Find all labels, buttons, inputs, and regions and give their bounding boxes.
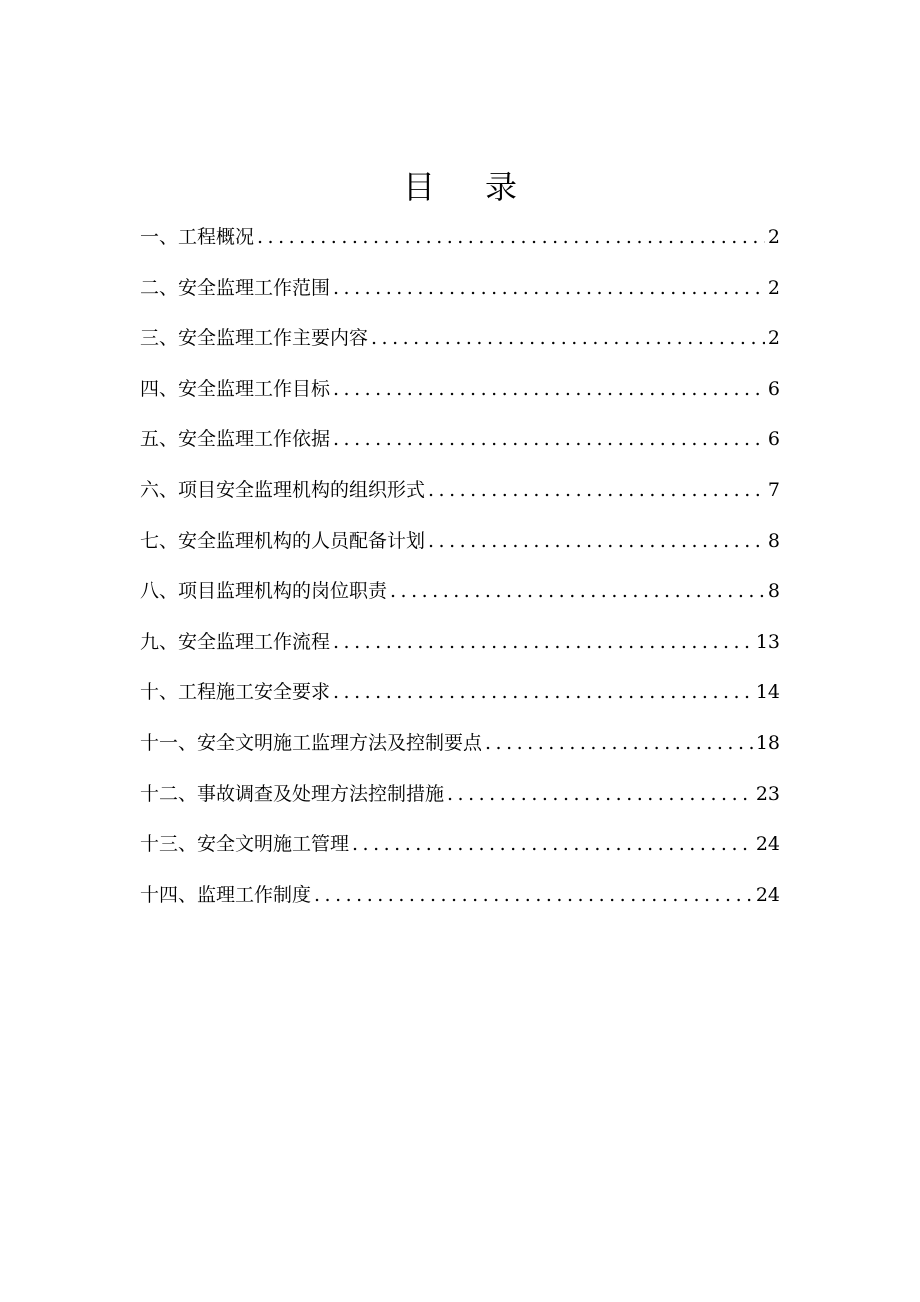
toc-entry-label: 九、安全监理工作流程 bbox=[140, 630, 331, 653]
toc-entry-page: 2 bbox=[767, 226, 780, 248]
toc-entry-label: 三、安全监理工作主要内容 bbox=[140, 327, 369, 350]
toc-entry[interactable] bbox=[140, 374, 780, 425]
toc-entry-page: 13 bbox=[755, 630, 780, 653]
toc-dot-leader bbox=[447, 779, 753, 809]
toc-entry-label: 十二、事故调查及处理方法控制措施 bbox=[140, 782, 445, 805]
toc-entry-page: 24 bbox=[755, 883, 780, 906]
toc-entry[interactable] bbox=[140, 779, 780, 830]
toc-entry-page: 18 bbox=[755, 731, 780, 754]
toc-entry[interactable] bbox=[140, 880, 780, 931]
toc-dot-leader bbox=[352, 829, 753, 859]
toc-entry[interactable] bbox=[140, 526, 780, 577]
toc-entry-label: 五、安全监理工作依据 bbox=[140, 428, 331, 451]
toc-entry-label: 七、安全监理机构的人员配备计划 bbox=[140, 529, 426, 552]
toc-entry[interactable] bbox=[140, 829, 780, 880]
toc-entry[interactable] bbox=[140, 576, 780, 627]
toc-entry[interactable] bbox=[140, 627, 780, 678]
toc-entry-label: 十一、安全文明施工监理方法及控制要点 bbox=[140, 731, 483, 754]
toc-entry-label: 一、工程概况 bbox=[140, 226, 255, 248]
toc-entry[interactable] bbox=[140, 677, 780, 728]
toc-dot-leader bbox=[371, 323, 765, 353]
toc-entry[interactable] bbox=[140, 273, 780, 324]
toc-entry-page: 8 bbox=[767, 580, 780, 603]
toc-entry-label: 四、安全监理工作目标 bbox=[140, 377, 331, 400]
toc-dot-leader bbox=[390, 576, 765, 606]
toc-entry-page: 2 bbox=[767, 327, 780, 350]
toc-dot-leader bbox=[333, 627, 753, 657]
toc-entry[interactable] bbox=[140, 424, 780, 475]
toc-entry-label: 十三、安全文明施工管理 bbox=[140, 833, 350, 856]
toc-entry[interactable] bbox=[140, 728, 780, 779]
toc-dot-leader bbox=[333, 677, 753, 707]
toc-entry-page: 24 bbox=[755, 833, 780, 856]
toc-entry[interactable] bbox=[140, 222, 780, 273]
toc-entry-page: 6 bbox=[767, 377, 780, 400]
toc-entry-page: 6 bbox=[767, 428, 780, 451]
toc-entry-label: 十、工程施工安全要求 bbox=[140, 681, 331, 704]
toc-entry-label: 十四、监理工作制度 bbox=[140, 883, 312, 906]
toc-dot-leader bbox=[428, 475, 765, 505]
toc-dot-leader bbox=[333, 374, 765, 404]
toc-entry-page: 8 bbox=[767, 529, 780, 552]
toc-title: 目录 bbox=[402, 168, 567, 206]
toc-entry-label: 二、安全监理工作范围 bbox=[140, 276, 331, 299]
toc-entry-page: 7 bbox=[767, 478, 780, 501]
toc-dot-leader bbox=[333, 273, 765, 303]
toc-entry-label: 六、项目安全监理机构的组织形式 bbox=[140, 478, 426, 501]
toc-entry[interactable] bbox=[140, 475, 780, 526]
toc-dot-leader bbox=[333, 424, 765, 454]
toc-entry-page: 23 bbox=[755, 782, 780, 805]
toc-entry-label: 八、项目监理机构的岗位职责 bbox=[140, 580, 388, 603]
toc-dot-leader bbox=[428, 526, 765, 556]
toc-entry-page: 14 bbox=[755, 681, 780, 704]
toc-dot-leader bbox=[257, 222, 765, 252]
toc-entry-page: 2 bbox=[767, 276, 780, 299]
toc-list bbox=[140, 222, 780, 930]
toc-dot-leader bbox=[485, 728, 753, 758]
toc-entry[interactable] bbox=[140, 323, 780, 374]
toc-dot-leader bbox=[314, 880, 753, 910]
